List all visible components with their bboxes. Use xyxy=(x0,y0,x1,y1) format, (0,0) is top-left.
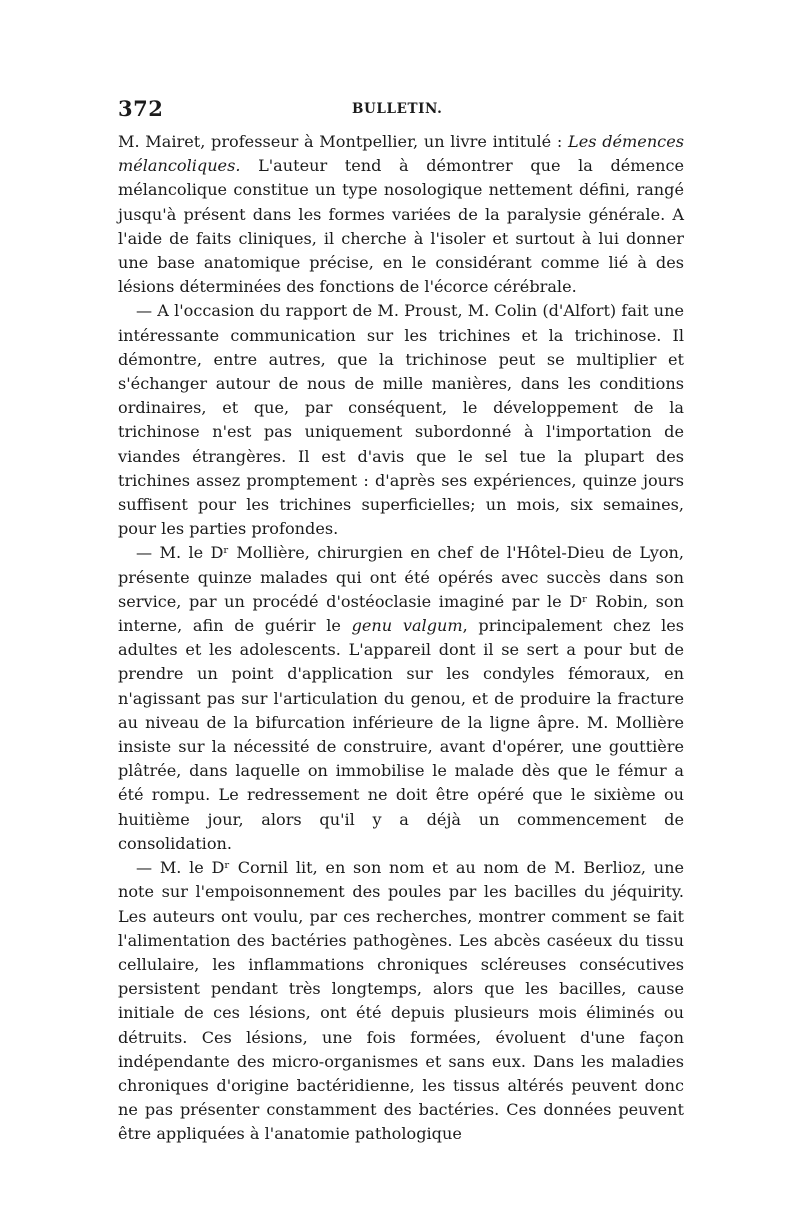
paragraph-molliere xyxy=(118,541,684,856)
book-title: Les démences mélancoliques. xyxy=(118,132,684,176)
text-segment: — M. le Dʳ Mollière, chirurgien en chef de l'Hôtel-Dieu de Lyon, présente quinze malades qui ont été opérés avec succès dans son service, par un procédé d'ostéoclasie imaginé par le Dʳ Robin, son interne, afin de guérir le xyxy=(118,543,684,636)
text-segment: — M. le Dʳ Cornil lit, en son nom et au nom de M. Berlioz, une note sur l'empoisonnement des poules par les bacilles du jéquirity. Les auteurs ont voulu, par ces recherches, montrer comment se fait l'alimentation des bactéries pathogènes. Les abcès caséeux du tissu cellulaire, les inflammations chroniques scléreuses consécutives persistent pendant très longtemps, alors que les bacilles, cause initiale de ces lésions, ont été depuis plusieurs mois éliminés ou détruits. Ces lésions, une fois formées, évoluent d'une façon indépendante des micro-organismes et sans eux. Dans les maladies chroniques d'origine bactéridienne, les tissus altérés peuvent donc ne pas présenter constamment des bactéries. Ces données peuvent être appliquées à l'anatomie pathologique xyxy=(118,858,684,1144)
running-head: BULLETIN. xyxy=(352,101,443,117)
body-text xyxy=(118,130,684,1147)
text-segment: L'auteur tend à démontrer que la démence mélancolique constitue un type nosologique nettement défini, rangé jusqu'à présent dans les formes variées de la paralysie générale. A l'aide de faits cliniques, il cherche à l'isoler et surtout à lui donner une base anatomique précise, en le considérant comme lié à des lésions déterminées des fonctions de l'écorce cérébrale. xyxy=(118,156,684,297)
paragraph-mairet xyxy=(118,130,684,299)
text-segment: — A l'occasion du rapport de M. Proust, M. Colin (d'Alfort) fait une intéressante communication sur les trichines et la trichinose. Il démontre, entre autres, que la trichinose peut se multiplier et s'échanger autour de nous de mille manières, dans les conditions ordinaires, et que, par conséquent, le développement de la trichinose n'est pas uniquement subordonné à l'importation de viandes étrangères. Il est d'avis que le sel tue la plupart des trichines assez promptement : d'après ses expériences, quinze jours suffisent pour les trichines superficielles; un mois, six semaines, pour les parties profondes. xyxy=(118,301,684,539)
latin-term: genu valgum xyxy=(351,616,463,636)
paragraph-colin xyxy=(118,299,684,541)
page xyxy=(118,96,684,1147)
text-segment: M. Mairet, professeur à Montpellier, un livre intitulé : xyxy=(118,132,569,151)
page-number: 372 xyxy=(118,96,164,121)
text-segment: , principalement chez les adultes et les adolescents. L'appareil dont il se sert a pour but de prendre un point d'application sur les condyles fémoraux, en n'agissant pas sur l'articulation du genou, et de produire la fracture au niveau de la bifurcation inférieure de la ligne âpre. M. Mollière insiste sur la nécessité de construire, avant d'opérer, une gouttière plâtrée, dans laquelle on immobilise le malade dès que le fémur a été rompu. Le redressement ne doit être opéré que le sixième ou huitième jour, alors qu'il y a déjà un commencement de consolidation. xyxy=(118,616,684,853)
page-header xyxy=(118,96,684,126)
paragraph-cornil xyxy=(118,856,684,1146)
